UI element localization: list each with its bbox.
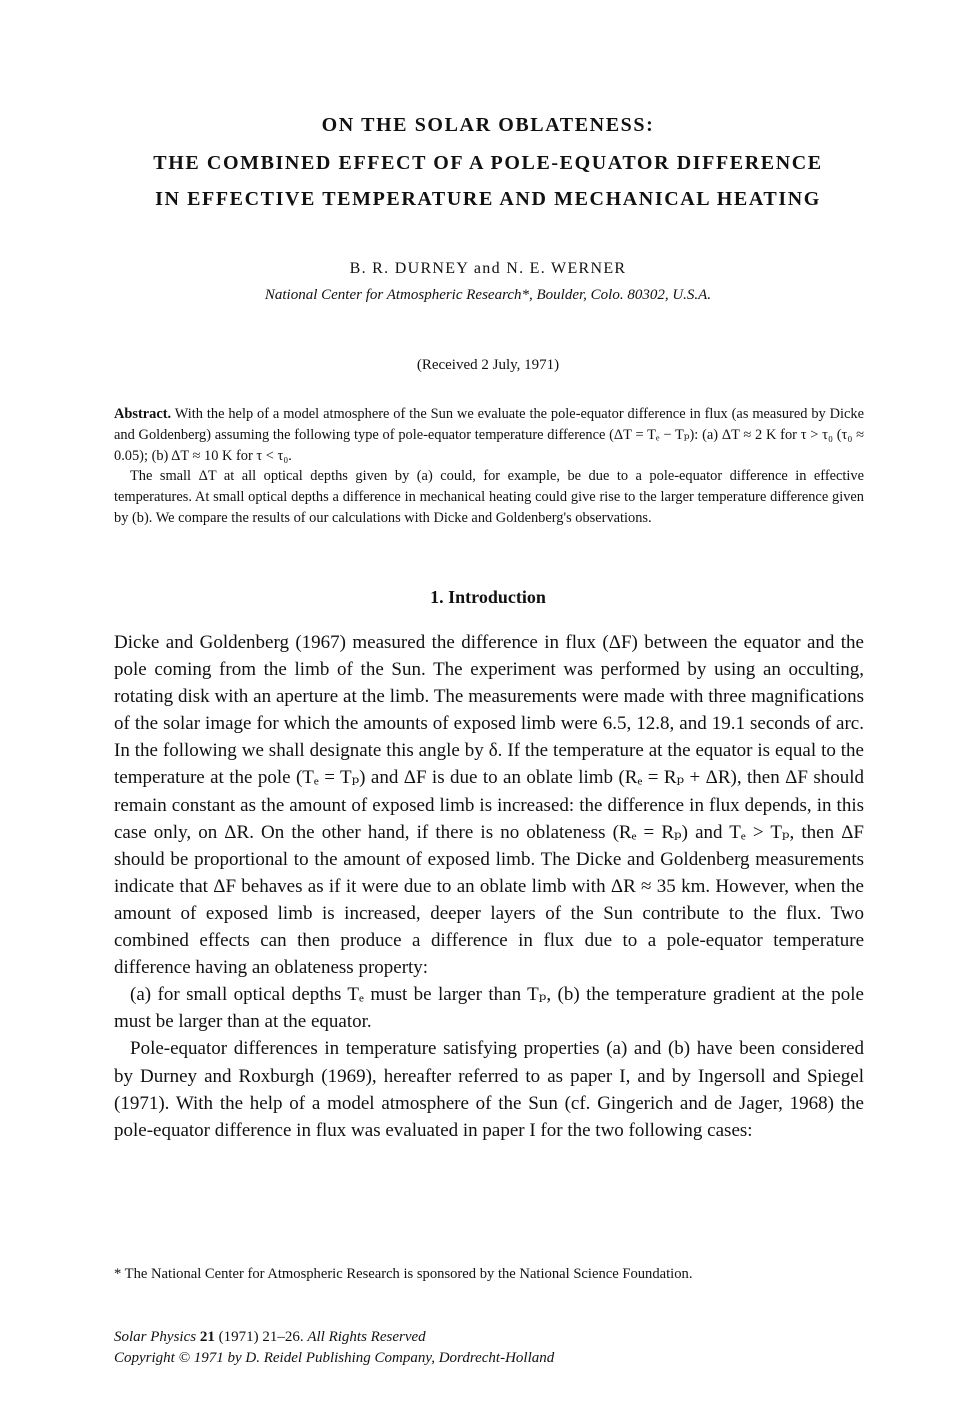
abstract	[114, 404, 864, 529]
body-text	[114, 629, 864, 1144]
journal-reference	[114, 1327, 864, 1348]
copyright-line	[114, 1348, 864, 1369]
paper-title-line-2: THE COMBINED EFFECT OF A POLE-EQUATOR DIFFERENCE	[153, 152, 823, 174]
abstract-paragraph-1	[114, 404, 864, 466]
journal-volume: 21	[199, 1329, 215, 1345]
journal-citation	[114, 1327, 864, 1369]
footnote: * The National Center for Atmospheric Research is sponsored by the National Science Foundation.	[114, 1266, 693, 1282]
abstract-text-1: With the help of a model atmosphere of the Sun we evaluate the pole-equator difference in flux (as measured by Dicke and Goldenberg) assuming the following type of pole-equator temperature difference (ΔT = Tₑ − Tₚ): (a) ΔT ≈ 2 K for τ > τ₀ (τ₀ ≈ 0.05); (b) ΔT ≈ 10 K for τ < τ₀.	[114, 406, 864, 464]
paper-title-line-1: ON THE SOLAR OBLATENESS:	[321, 114, 655, 136]
body-paragraph-1: Dicke and Goldenberg (1967) measured the difference in flux (ΔF) between the equator and the pole coming from the limb of the Sun. The experiment was performed by using an occulting, rotating disk with an aperture at the limb. The measurements were made with three magnifications of the solar image for which the amounts of exposed limb were 6.5, 12.8, and 19.1 seconds of arc. In the following we shall designate this angle by δ. If the temperature at the equator is equal to the temperature at the pole (Tₑ = Tₚ) and ΔF is due to an oblate limb (Rₑ = Rₚ + ΔR), then ΔF should remain constant as the amount of exposed limb is increased: the difference in flux depends, in this case only, on ΔR. On the other hand, if there is no oblateness (Rₑ = Rₚ) and Tₑ > Tₚ, then ΔF should be proportional to the amount of exposed limb. The Dicke and Goldenberg measurements indicate that ΔF behaves as if it were due to an oblate limb with ΔR ≈ 35 km. However, when the amount of exposed limb is increased, deeper layers of the Sun contribute to the flux. Two combined effects can then produce a difference in flux due to a pole-equator temperature difference having an oblateness property:	[114, 632, 864, 979]
journal-rights: All Rights Reserved	[307, 1329, 426, 1345]
received-date: (Received 2 July, 1971)	[416, 357, 560, 373]
author-affiliation: National Center for Atmospheric Research*, Boulder, Colo. 80302, U.S.A.	[264, 287, 712, 303]
abstract-label: Abstract.	[114, 406, 172, 422]
journal-year-pages: (1971) 21–26.	[214, 1329, 308, 1345]
body-paragraph-2: (a) for small optical depths Tₑ must be larger than Tₚ, (b) the temperature gradient at the pole must be larger than at the equator.	[114, 984, 864, 1033]
abstract-paragraph-2: The small ΔT at all optical depths given by (a) could, for example, be due to a pole-equator difference in effective temperatures. At small optical depths a difference in mechanical heating could give rise to the larger temperature difference given by (b). We compare the results of our calculations with Dicke and Goldenberg's observations.	[114, 468, 864, 526]
copyright-holder: © 1971 by D. Reidel Publishing Company, Dordrecht-Holland	[174, 1350, 555, 1366]
body-paragraph-3: Pole-equator differences in temperature satisfying properties (a) and (b) have been considered by Durney and Roxburgh (1969), hereafter referred to as paper I, and by Ingersoll and Spiegel (1971). With the help of a model atmosphere of the Sun (cf. Gingerich and de Jager, 1968) the pole-equator difference in flux was evaluated in paper I for the two following cases:	[114, 1038, 864, 1141]
paper-title-line-3: IN EFFECTIVE TEMPERATURE AND MECHANICAL HEATING	[155, 188, 821, 210]
journal-name: Solar Physics	[114, 1329, 197, 1345]
author-list: B. R. DURNEY and N. E. WERNER	[349, 260, 627, 277]
section-heading: 1. Introduction	[430, 587, 546, 607]
copyright-word: Copyright	[114, 1350, 175, 1366]
